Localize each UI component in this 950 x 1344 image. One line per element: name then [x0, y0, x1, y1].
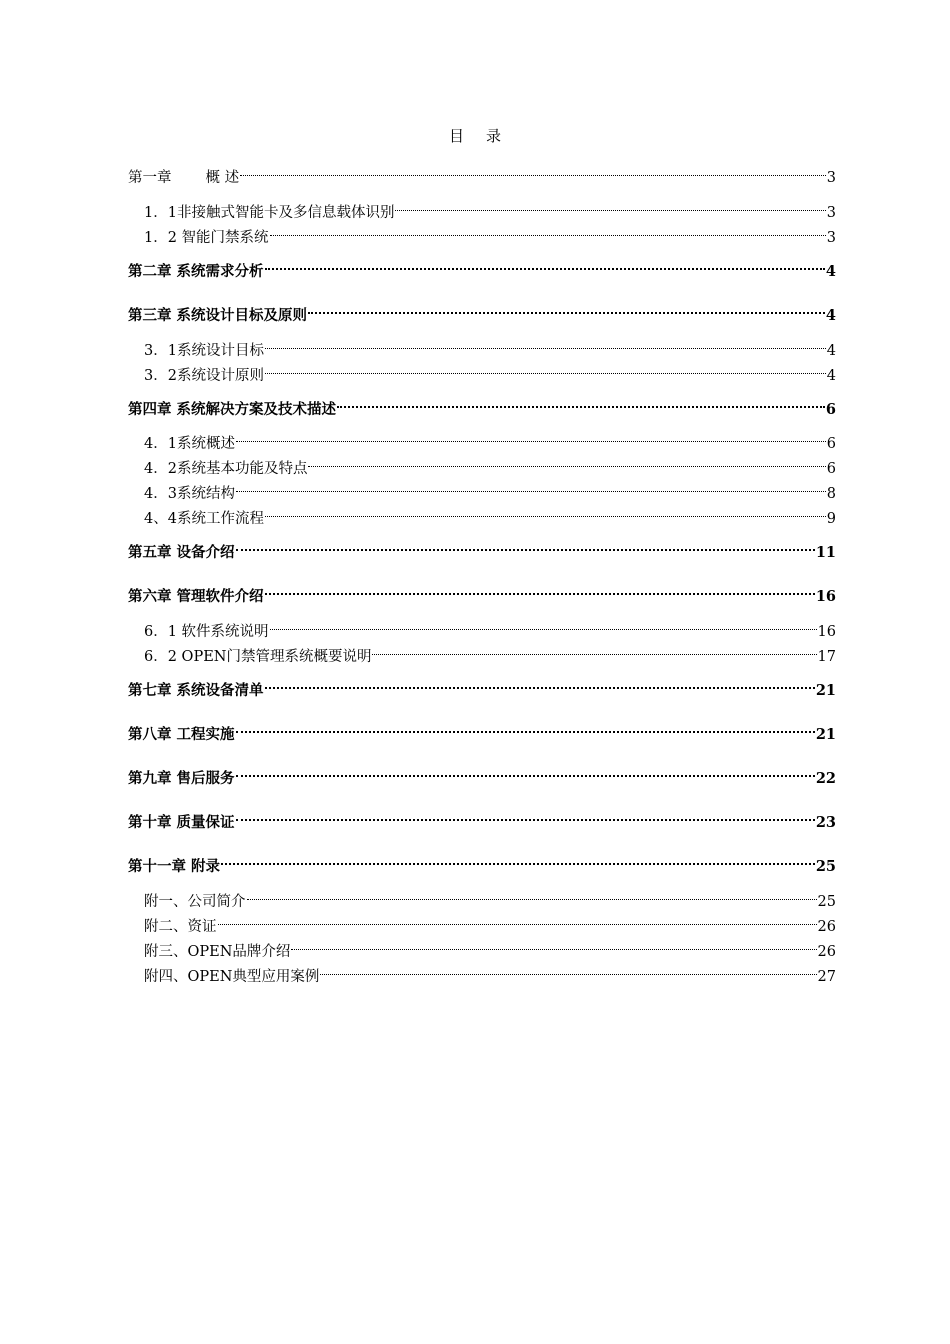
- toc-entry[interactable]: [144, 934, 836, 960]
- toc-entry[interactable]: [144, 884, 836, 910]
- toc-entry[interactable]: [128, 761, 836, 787]
- toc-entry-label: 附三、OPEN品牌介绍: [144, 944, 291, 960]
- toc-page-number: 4: [826, 368, 836, 384]
- toc-entry-label: 6．1 软件系统说明: [144, 624, 269, 640]
- toc-page-number: 17: [817, 649, 836, 665]
- toc-dot-leader: [236, 761, 815, 783]
- toc-entry-label: 4．1系统概述: [144, 436, 235, 452]
- toc-entry[interactable]: [128, 298, 836, 324]
- toc-entry[interactable]: [128, 673, 836, 699]
- toc-entry-label: 第二章 系统需求分析: [128, 263, 264, 280]
- toc-entry[interactable]: [144, 220, 836, 246]
- toc-entry-label: 6．2 OPEN门禁管理系统概要说明: [144, 649, 372, 665]
- toc-entry[interactable]: [144, 639, 836, 665]
- toc-page-number: 16: [817, 624, 836, 640]
- toc-page-number: 26: [817, 919, 836, 935]
- toc-entry-label: 附二、资证: [144, 919, 217, 935]
- toc-dot-leader: [265, 673, 815, 695]
- toc-entry-label: 4．2系统基本功能及特点: [144, 461, 308, 477]
- toc-dot-leader: [265, 254, 825, 276]
- toc-dot-leader: [265, 501, 826, 523]
- toc-dot-leader: [270, 220, 826, 242]
- toc-entry[interactable]: [128, 579, 836, 605]
- toc-dot-leader: [236, 805, 815, 827]
- toc-dot-leader: [395, 195, 825, 217]
- toc-dot-leader: [265, 333, 826, 355]
- toc-page-number: 23: [815, 814, 836, 831]
- toc-entry[interactable]: [144, 426, 836, 452]
- toc-dot-leader: [236, 476, 826, 498]
- toc-page-number: 8: [826, 486, 836, 502]
- toc-entry[interactable]: [144, 358, 836, 384]
- toc-title-right: 录: [486, 127, 502, 145]
- toc-page-number: 22: [815, 770, 836, 787]
- toc-dot-leader: [270, 614, 817, 636]
- toc-entry[interactable]: [144, 959, 836, 985]
- toc-dot-leader: [221, 849, 815, 871]
- toc-entry[interactable]: [144, 476, 836, 502]
- toc-page-number: 27: [817, 969, 836, 985]
- toc-dot-leader: [218, 909, 817, 931]
- toc-page-number: 3: [826, 230, 836, 246]
- toc-entry-label: 1．1非接触式智能卡及多信息载体识别: [144, 205, 395, 221]
- toc-page-number: 21: [815, 682, 836, 699]
- toc-entry[interactable]: [128, 805, 836, 831]
- toc-entry-label: 第十一章 附录: [128, 858, 221, 875]
- toc-entry-label: 4、4系统工作流程: [144, 511, 264, 527]
- toc-page-number: 9: [826, 511, 836, 527]
- toc-dot-leader: [291, 934, 816, 956]
- toc-entry-label: 1．2 智能门禁系统: [144, 230, 269, 246]
- toc-entry-label: 第八章 工程实施: [128, 726, 235, 743]
- toc-page-number: 3: [826, 170, 836, 186]
- toc-entry[interactable]: [144, 909, 836, 935]
- toc-dot-leader: [236, 717, 815, 739]
- toc-dot-leader: [337, 392, 825, 414]
- toc-entry-label: [128, 167, 239, 189]
- toc-entry[interactable]: [128, 535, 836, 561]
- toc-entry-label: 附一、公司简介: [144, 894, 246, 910]
- toc-page-number: 6: [826, 436, 836, 452]
- toc-dot-leader: [308, 451, 825, 473]
- toc-entry[interactable]: [128, 160, 836, 186]
- toc-entry-label: 3．2系统设计原则: [144, 368, 264, 384]
- toc-dot-leader: [240, 160, 826, 182]
- toc-page-number: 4: [825, 307, 836, 324]
- toc-dot-leader: [236, 426, 826, 448]
- toc-page-number: 6: [825, 401, 836, 418]
- toc-page-number: 6: [826, 461, 836, 477]
- toc-entry-label: 第三章 系统设计目标及原则: [128, 307, 308, 324]
- toc-entry-label-part: 第一章: [128, 170, 172, 186]
- toc-entry-label: 第十章 质量保证: [128, 814, 235, 831]
- toc-dot-leader: [265, 579, 815, 601]
- toc-dot-leader: [308, 298, 825, 320]
- toc-page-number: 3: [826, 205, 836, 221]
- toc-entry[interactable]: [144, 451, 836, 477]
- toc-dot-leader: [247, 884, 817, 906]
- toc-entry[interactable]: [144, 614, 836, 640]
- toc-dot-leader: [372, 639, 816, 661]
- toc-title-left: 目: [448, 127, 464, 145]
- toc-entry-label: 第七章 系统设备清单: [128, 682, 264, 699]
- toc-entry-label: 第六章 管理软件介绍: [128, 588, 264, 605]
- toc-entry-label-part: 概 述: [205, 170, 240, 186]
- toc-entry-label: 第五章 设备介绍: [128, 544, 235, 561]
- toc-page-number: 25: [815, 858, 836, 875]
- toc-page-number: 11: [815, 544, 836, 561]
- toc-entry[interactable]: [128, 392, 836, 418]
- toc-entry-label: 3．1系统设计目标: [144, 343, 264, 359]
- toc-dot-leader: [320, 959, 816, 981]
- toc-entry[interactable]: [128, 849, 836, 875]
- toc-dot-leader: [236, 535, 815, 557]
- toc-dot-leader: [265, 358, 826, 380]
- toc-entry[interactable]: [144, 501, 836, 527]
- toc-page-number: 4: [826, 343, 836, 359]
- toc-entry[interactable]: [128, 254, 836, 280]
- toc-entry[interactable]: [144, 195, 836, 221]
- toc-entry-label: 4．3系统结构: [144, 486, 235, 502]
- toc-entry[interactable]: [128, 717, 836, 743]
- toc-page-number: 16: [815, 588, 836, 605]
- toc-entry-label: 第九章 售后服务: [128, 770, 235, 787]
- toc-entry-label: 第四章 系统解决方案及技术描述: [128, 401, 337, 418]
- toc-entry[interactable]: [144, 333, 836, 359]
- toc-entry-label: 附四、OPEN典型应用案例: [144, 969, 320, 985]
- toc-page-number: 4: [825, 263, 836, 280]
- toc-page-number: 21: [815, 726, 836, 743]
- toc-page-number: 26: [817, 944, 836, 960]
- toc-page-number: 25: [817, 894, 836, 910]
